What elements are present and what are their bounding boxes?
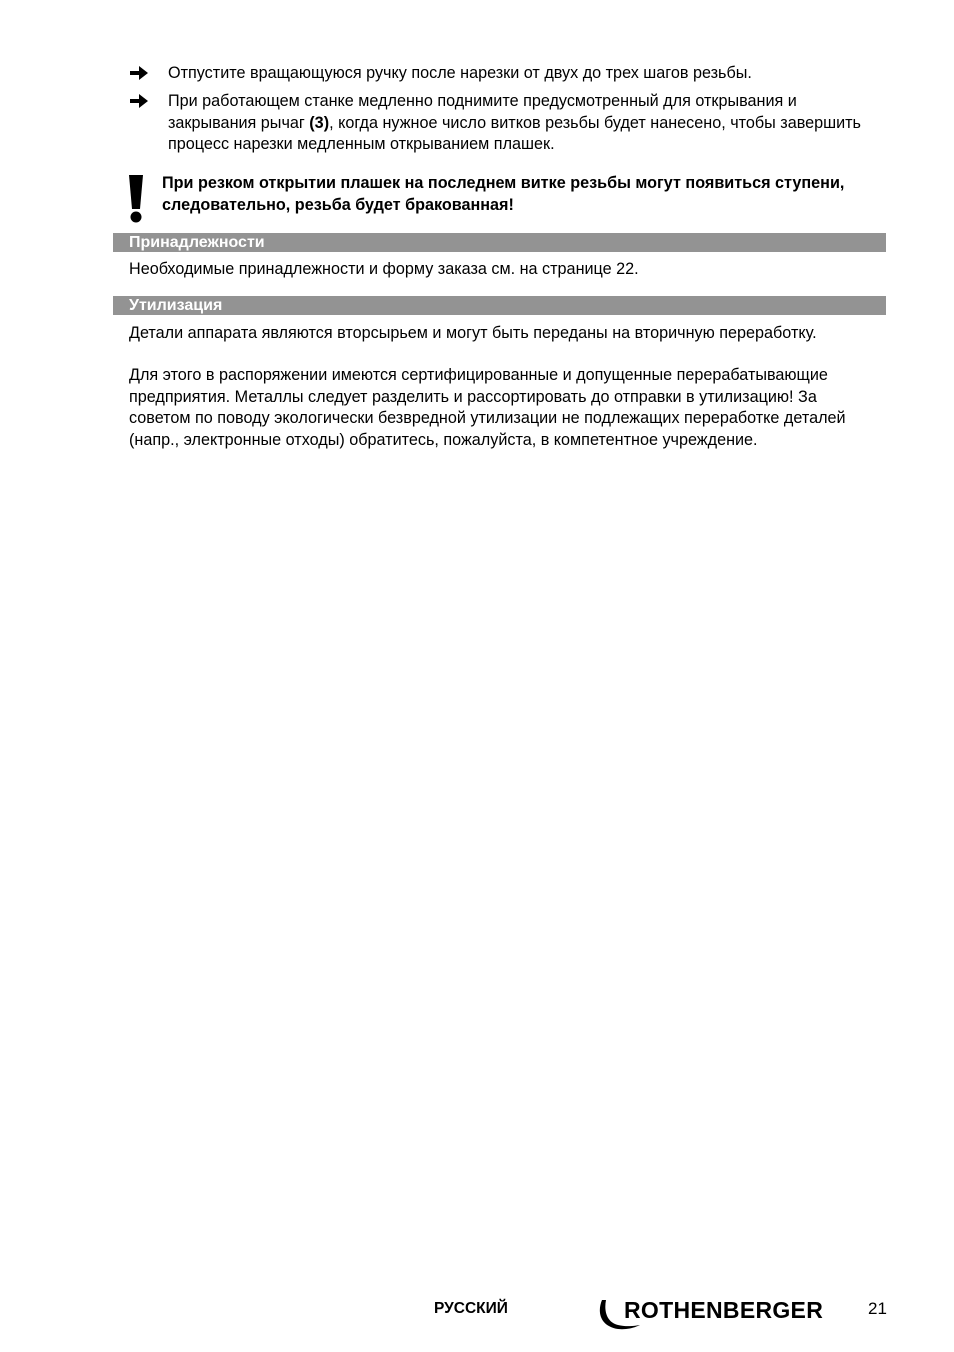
right-arrow-icon [130, 66, 148, 80]
rothenberger-logo [596, 1296, 841, 1332]
lever-reference: (3) [309, 113, 330, 132]
accessories-text: Необходимые принадлежности и форму заказа см. на странице 22. [129, 260, 639, 278]
disposal-paragraph-1: Детали аппарата являются вторсырьем и могут быть переданы на вторичную переработку. [129, 324, 817, 342]
instruction-text-2-after: , когда нужное число витков резьбы будет нанесено, чтобы завершить процесс нарезки медленным открыванием плашек. [168, 113, 861, 153]
instruction-bullet-2 [130, 91, 875, 156]
footer-language: РУССКИЙ [434, 1300, 508, 1317]
disposal-paragraph-2: Для этого в распоряжении имеются сертифицированные и допущенные перерабатывающие предприятия. Металлы следует разделить и рассортировать до отправки в утилизацию! За советом по поводу экологически безвредной утилизации не подлежащих переработке деталей (напр., электронные отходы) обратитесь, пожалуйста, в компетентное учреждение. [129, 366, 846, 449]
instruction-bullet-1 [130, 63, 875, 85]
warning-text: При резком открытии плашек на последнем витке резьбы могут появиться ступени, следовательно, резьба будет бракованная! [162, 174, 845, 214]
exclamation-icon [126, 175, 146, 223]
right-arrow-icon [130, 94, 148, 108]
instruction-text-1: Отпустите вращающуюся ручку после нарезки от двух до трех шагов резьбы. [168, 64, 752, 82]
page-number: 21 [868, 1299, 887, 1318]
section-heading-accessories: Принадлежности [113, 233, 886, 252]
section-heading-disposal: Утилизация [113, 296, 886, 315]
warning-notice [126, 173, 886, 216]
instruction-text-2 [168, 91, 875, 156]
logo-wordmark: ROTHENBERGER [624, 1297, 824, 1323]
instruction-text-2-before: При работающем станке медленно поднимите предусмотренный для открывания и закрывания рычаг [168, 92, 797, 132]
